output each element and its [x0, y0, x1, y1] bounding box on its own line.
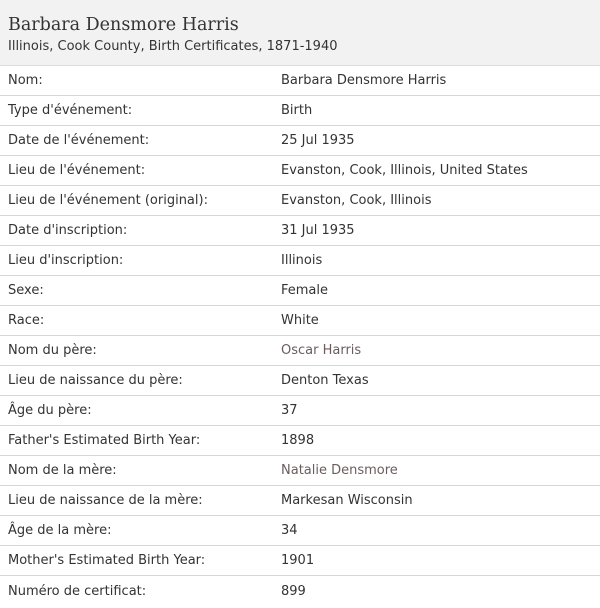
field-value: Markesan Wisconsin [281, 493, 413, 508]
field-label: Date d'inscription: [8, 223, 128, 238]
field-label: Nom du père: [8, 343, 97, 358]
record-header [0, 0, 600, 66]
field-value: 31 Jul 1935 [281, 223, 355, 238]
field-row [0, 216, 600, 246]
field-row [0, 306, 600, 336]
field-value: Illinois [281, 253, 323, 268]
field-label: Âge de la mère: [8, 523, 112, 538]
field-label: Lieu de l'événement (original): [8, 193, 208, 208]
field-row [0, 396, 600, 426]
field-value: Evanston, Cook, Illinois, United States [281, 163, 528, 178]
field-label: Mother's Estimated Birth Year: [8, 553, 206, 568]
field-label: Type d'événement: [8, 103, 133, 118]
field-label: Numéro de certificat: [8, 583, 147, 599]
field-row [0, 96, 600, 126]
record-fields-table [0, 66, 600, 606]
field-label: Race: [8, 313, 45, 328]
field-label: Nom de la mère: [8, 463, 117, 478]
field-row [0, 276, 600, 306]
field-row [0, 456, 600, 486]
field-row [0, 576, 600, 606]
field-row [0, 546, 600, 576]
field-row [0, 486, 600, 516]
field-value: White [281, 313, 319, 328]
field-label: Âge du père: [8, 403, 92, 418]
field-value: 1898 [281, 433, 315, 448]
field-label: Nom: [8, 73, 43, 88]
record-title: Barbara Densmore Harris [8, 15, 239, 35]
field-label: Lieu d'inscription: [8, 253, 124, 268]
field-row [0, 426, 600, 456]
field-label: Sexe: [8, 283, 44, 298]
field-row [0, 336, 600, 366]
field-value-link[interactable]: Oscar Harris [281, 343, 362, 358]
collection-title: Illinois, Cook County, Birth Certificates, 1871-1940 [8, 39, 338, 54]
field-label: Lieu de naissance de la mère: [8, 493, 203, 508]
field-value: 34 [281, 523, 298, 538]
field-value: 899 [281, 583, 306, 599]
field-label: Date de l'événement: [8, 133, 150, 148]
field-value-link[interactable]: Natalie Densmore [281, 463, 398, 478]
field-label: Lieu de naissance du père: [8, 373, 183, 388]
field-row [0, 66, 600, 96]
field-row [0, 156, 600, 186]
field-row [0, 366, 600, 396]
field-value: Barbara Densmore Harris [281, 73, 447, 88]
field-value: 25 Jul 1935 [281, 133, 355, 148]
field-value: 1901 [281, 553, 315, 568]
field-label: Father's Estimated Birth Year: [8, 433, 201, 448]
field-label: Lieu de l'événement: [8, 163, 146, 178]
field-value: 37 [281, 403, 298, 418]
field-value: Denton Texas [281, 373, 369, 388]
field-row [0, 186, 600, 216]
field-value: Evanston, Cook, Illinois [281, 193, 432, 208]
field-row [0, 246, 600, 276]
field-row [0, 126, 600, 156]
field-value: Birth [281, 103, 313, 118]
field-value: Female [281, 283, 329, 298]
field-row [0, 516, 600, 546]
